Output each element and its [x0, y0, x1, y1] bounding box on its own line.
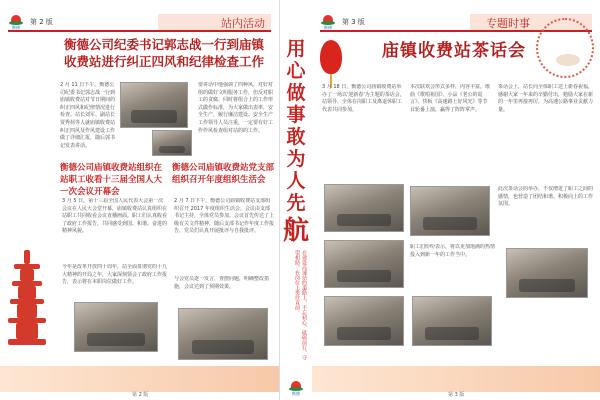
- logo-icon: 衡德: [8, 14, 24, 30]
- photo-inspection: [120, 82, 188, 128]
- pagoda-icon: [8, 250, 48, 370]
- right-folio: 第 3 版: [448, 392, 465, 398]
- right-para-4: 此次茶话会的举办，不仅增进了职工之间的感情，也营造了团结和谐、积极向上的工作氛围。: [498, 186, 594, 208]
- spine-slogan: 用心做事敢为人先: [286, 38, 306, 214]
- spine-logo-icon: [288, 380, 304, 396]
- flower-icon: [536, 18, 594, 78]
- photo-tea-party-5: [412, 296, 492, 346]
- left-folio: 第 2 版: [132, 392, 149, 398]
- spine-big-character: 航: [282, 216, 309, 246]
- left-page: [0, 0, 280, 400]
- spine-logo-text: 衡德: [292, 391, 300, 396]
- left-para-6: 与会党员逐一发言，查摆问题，明确整改措施，会议达到了预期效果。: [174, 276, 270, 290]
- left-para-1: 2 月 11 日下午，衡德公司纪委书记郭志战一行到庙镇收费站对节日期间的纠正四风和纪律情况进行检查。站长刘军、副站长贾秀荷等人就庙镇收费站纠正四风及作风建设工作做了详细汇报，随后郭书记发表讲话。: [60, 82, 116, 149]
- lantern-icon: [320, 40, 342, 74]
- spine-banner: [281, 0, 311, 400]
- photo-meeting: [152, 130, 192, 156]
- photo-party-meeting: [178, 308, 268, 360]
- left-para-4: 今年是改革开放四十周年，站全面贯彻党的十九大精神的开局之年，大家深刻领会了政府工作报告，表示将在本职岗位做好工作。: [62, 264, 168, 286]
- photo-tea-party-4: [506, 248, 588, 298]
- left-header: [8, 14, 271, 32]
- photo-tea-party-3: [324, 240, 404, 288]
- right-para-5: 职工们纷纷表示，将以更加饱满的热情投入到新一年的工作当中。: [410, 244, 496, 258]
- right-headline: 庙镇收费站茶话会: [382, 41, 526, 61]
- left-section-title: 站内活动: [221, 17, 265, 30]
- spine-subtext: 在建设高速站的道路上，不忘初心，砥砺前行，守望相助，在岗位上勇往直前。: [294, 250, 307, 360]
- photo-tea-party-2: [410, 186, 490, 236]
- right-edition: 第 3 版: [342, 18, 365, 26]
- photo-tea-party-6: [324, 296, 404, 346]
- right-para-1: 3 月 18 日，衡德公司庙镇收费站举办了一场以'迎新春'为主题的茶话会，站领导、全体在岗职工及离退休职工代表共同参加。: [322, 84, 405, 113]
- left-para-3: 3 月 5 日，第十三届全国人民代表大会第一次会议在人民大会堂开幕，庙镇收费站认真组织在站职工共同收看会议直播画面。职工们认真收看了政府工作报告，共同感受到国、和谐、奋进的精神风貌。: [62, 198, 168, 235]
- photo-watching-broadcast: [74, 302, 158, 352]
- left-headline: 衡德公司纪委书记郭志战一行到庙镇收费站进行纠正四风和纪律检查工作: [64, 37, 265, 69]
- right-page: [312, 0, 600, 400]
- left-para-5: 2 月 7 日下午，衡德公司庙镇收费站支部组织召开 2017 年度组织生活会。会议由支部书记主持，全体党员参加。会议首先传达了上级有关文件精神，随后支部书记作年度工作报告，党员们认真开展批评与自我批评。: [174, 198, 274, 235]
- left-para-2: 要讲话中他强调了四种风，对好对组的做好文明服务工作，但反对职工的贪腐、同时将组合上的工作形式做作标准，为大家做出表率，安全生产，履行廉洁建设。安全生产工作领导人员注重，一定要有好工作作风检查组对站的的工作。: [198, 82, 274, 134]
- cloud-decoration: [556, 54, 580, 66]
- left-subheadline-1: 衡德公司庙镇收费站组织在站职工收看十三届全国人大一次会议开幕会: [60, 163, 163, 197]
- left-bottom-band: [0, 366, 279, 392]
- photo-tea-party-1: [324, 184, 404, 232]
- logo-icon: 衡德: [320, 14, 336, 30]
- right-para-2: 本次联欢会形式多样，内容丰富，歌曲《歌唱祖国》、小品《老公的谎言》、快板《高速路上好风光》等节目轮番上演，赢得了阵阵掌声。: [410, 84, 491, 113]
- right-bottom-band: [312, 366, 600, 392]
- right-section-title: 专题时事: [486, 17, 530, 30]
- left-subheadline-2: 衡德公司庙镇收费站党支部组织召开年度组织生活会: [172, 163, 275, 185]
- left-edition: 第 2 版: [30, 18, 53, 26]
- right-para-3: 茶话会上，站长向全体职工送上新春祝福，感谢大家一年来的辛勤付出，勉励大家在新的一年里再接再厉，为高速公路事业贡献力量。: [498, 84, 594, 113]
